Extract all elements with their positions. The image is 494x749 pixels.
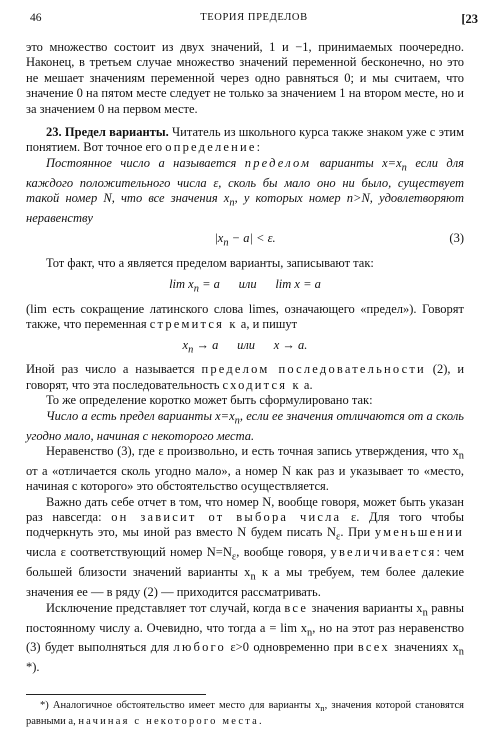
inequality-paragraph: Неравенство (3), где ε произвольно, и есть точная запись утверждения, что $x_n$ от a «отличается сколь угодно мало», а номер N как раз и указывает то «место, начиная с которого» это обстоятельство осуществляется.	[26, 443, 464, 494]
footnote: *) Аналогичное обстоятельство имеет место для варианты $x_n$, значения которой становятся равными a, начиная с некоторого места.	[26, 699, 464, 727]
lim-formula: $\lim x_n = a$ или lim x = a	[169, 276, 321, 295]
running-title: ТЕОРИЯ ПРЕДЕЛОВ	[200, 12, 308, 23]
definition-paragraph: Постоянное число a называется пределом варианты $x=x_n$ если для каждого положительного числа ε, сколь бы мало оно ни было, существует такой номер N, что все значения $x_n$, у которых номер n>N, удовлетворяют неравенству	[26, 155, 464, 226]
paragraph-continuation: это множество состоит из двух значений, 1 и −1, принимаемых поочередно. Наконец, в третьем случае множество значений переменной бесконечно, но это не мешает значениям переменной через одно равняться 0; и мы считаем, что значение 0 на пятом месте следует не только за значением 1 на втором месте, но и за значением 0 на первом месте.	[26, 40, 464, 116]
lim-note-paragraph: (lim есть сокращение латинского слова limes, означающего «предел»). Говорят также, что переменная стремится к a, и пишут	[26, 301, 464, 332]
page-header	[30, 12, 478, 32]
arrow-formula: $x_n \to a$ или x → a.	[182, 337, 308, 355]
page-number: 46	[30, 12, 42, 24]
exception-paragraph: Исключение представляет тот случай, когда все значения варианты $x_n$ равны постоянному числу a. Очевидно, что тогда $a = \lim x_n$, но на этот раз неравенство (3) будет выполняться для любого ε>0 одновременно при всех значениях $x_n$ *).	[26, 600, 464, 675]
same-definition-paragraph: То же определение коротко может быть сформулировано так:	[46, 393, 373, 408]
page-body	[26, 40, 464, 728]
formula-number: (3)	[449, 231, 464, 246]
formula-3: $|x_n - a| < \varepsilon$. (3)	[214, 231, 464, 249]
section-heading: 23. Предел варианты.	[46, 125, 169, 140]
section-number: [23	[461, 12, 478, 26]
fact-paragraph: Тот факт, что a является пределом варианты, записывают так:	[46, 256, 374, 271]
sequence-paragraph: Иной раз число a называется пределом последовательности (2), и говорят, что эта последовательность сходится к a.	[26, 362, 465, 392]
section-23-intro: 23. Предел варианты. Читатель из школьного курса также знаком уже с этим понятием. Вот точное его определение:	[26, 125, 465, 155]
footnote-divider	[26, 694, 206, 695]
note-paragraph: Важно дать себе отчет в том, что номер N, вообще говоря, может быть указан раз навсегда: он зависит от выбора числа ε. Для того чтобы подчеркнуть это, мы иной раз вместо N будем писать $N_\varepsilon$. При уменьшении числа ε соответствующий номер $N=N_\varepsilon$, вообще говоря, увеличивается: чем большей близости значений варианты $x_n$ к a мы требуем, тем более далекие значения ее — в ряду (2) — приходится рассматривать.	[26, 494, 465, 600]
short-definition-paragraph: Число a есть предел варианты $x=x_n$, если ее значения отличаются от a сколь угодно мало, начиная с некоторого места.	[26, 408, 464, 443]
